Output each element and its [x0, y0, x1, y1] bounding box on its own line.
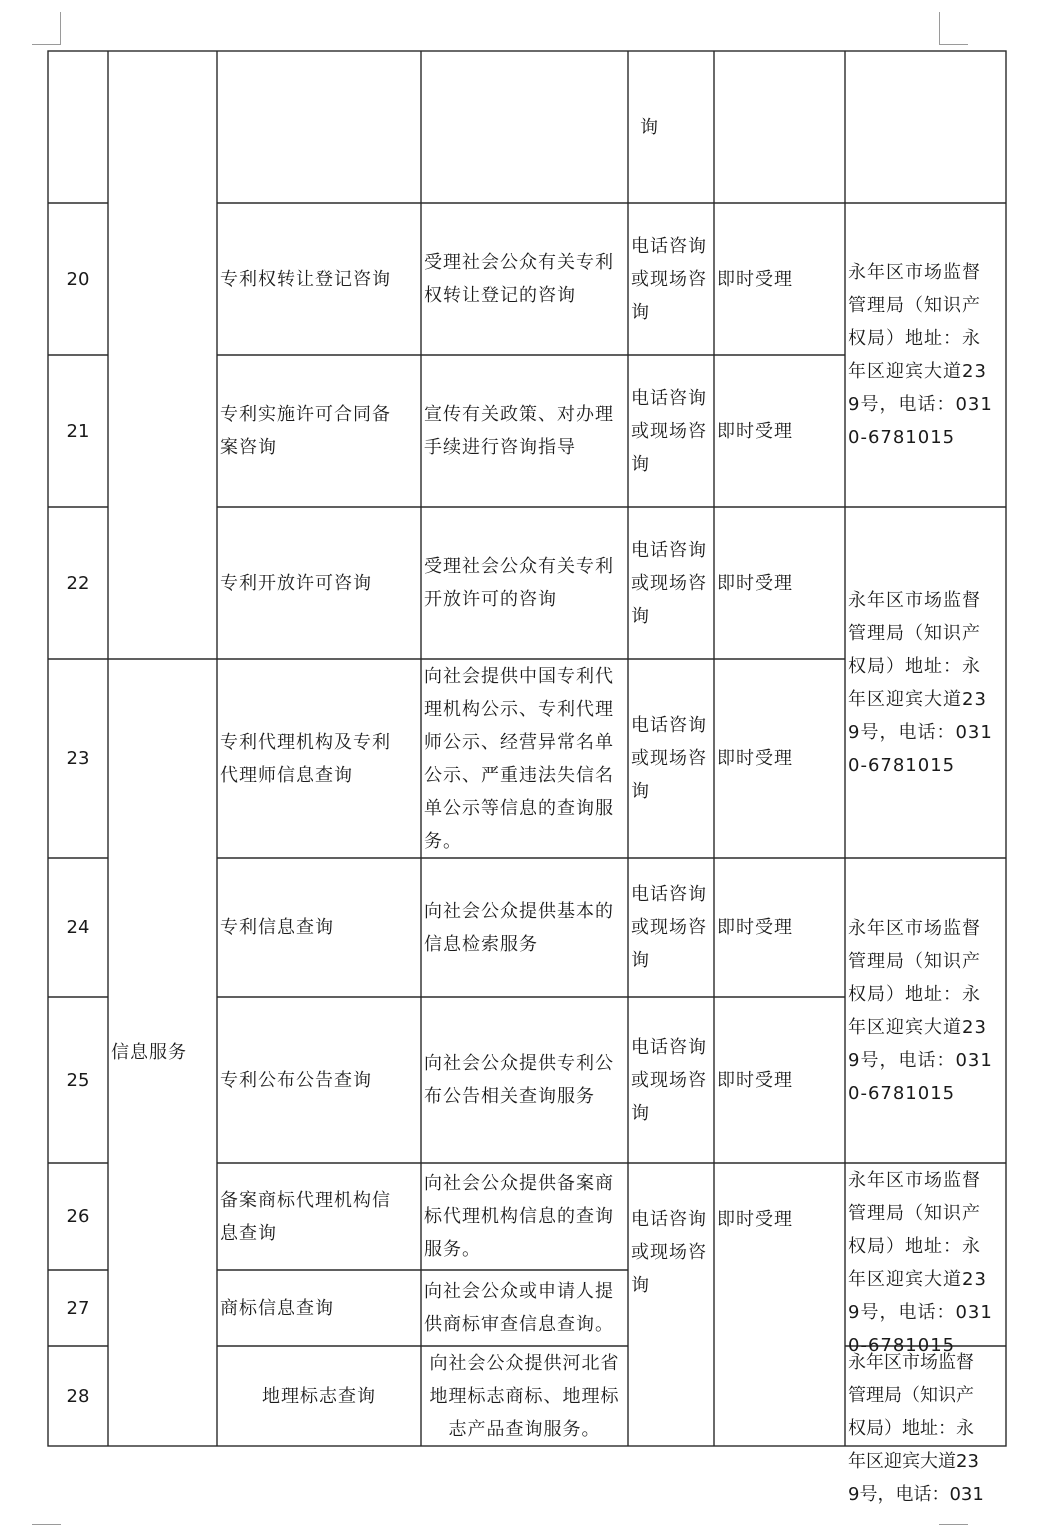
- row-27-item: 商标信息查询: [220, 1297, 334, 1319]
- row-20-content: 受理社会公众有关专利 权转让登记的咨询: [424, 252, 614, 306]
- row-24-number: 24: [66, 917, 90, 938]
- contact-block-3: 永年区市场监督 管理局（知识产 权局）地址：永 年区迎宾大道23 9号，电话：031 0-6781015: [848, 917, 993, 1104]
- row-28-content: 向社会公众提供河北省 地理标志商标、地理标 志产品查询服务。: [429, 1352, 620, 1440]
- row-28-item: 地理标志查询: [262, 1385, 376, 1407]
- row-25-content: 向社会公众提供专利公 布公告相关查询服务: [424, 1053, 614, 1107]
- row-23-method: 电话咨询 或现场咨 询: [631, 715, 707, 802]
- row-24-content: 向社会公众提供基本的 信息检索服务: [424, 900, 614, 955]
- contact-block-1: 永年区市场监督 管理局（知识产 权局）地址：永 年区迎宾大道23 9号，电话：031 0-6781015: [848, 262, 993, 448]
- category-cell: 信息服务: [111, 1042, 187, 1063]
- method-text: 询: [640, 116, 659, 138]
- row-22-number: 22: [66, 572, 90, 594]
- row-21-content: 宣传有关政策、对办理 手续进行咨询指导: [424, 404, 614, 458]
- row-21-time: 即时受理: [717, 420, 793, 442]
- row-22-item: 专利开放许可咨询: [220, 572, 372, 594]
- row-24-method: 电话咨询 或现场咨 询: [631, 884, 707, 971]
- row-23-number: 23: [66, 748, 90, 769]
- row-21-method: 电话咨询 或现场咨 询: [631, 387, 707, 475]
- row-25-item: 专利公布公告查询: [220, 1069, 372, 1091]
- row-22-time: 即时受理: [717, 572, 793, 594]
- contact-block-2: 永年区市场监督 管理局（知识产 权局）地址：永 年区迎宾大道23 9号，电话：031 0-6781015: [848, 589, 993, 776]
- row-26-content: 向社会公众提供备案商 标代理机构信息的查询 服务。: [424, 1173, 614, 1260]
- row-22-content: 受理社会公众有关专利 开放许可的咨询: [424, 556, 614, 610]
- row-27-content: 向社会公众或申请人提 供商标审查信息查询。: [424, 1281, 614, 1335]
- row-26-item: 备案商标代理机构信 息查询: [220, 1189, 391, 1244]
- row-20-method: 电话咨询 或现场咨 询: [631, 235, 707, 323]
- row-25-method: 电话咨询 或现场咨 询: [631, 1036, 707, 1124]
- row-0-method: [628, 51, 714, 203]
- row-24-item: 专利信息查询: [220, 917, 334, 938]
- row-20-number: 20: [66, 268, 90, 290]
- row-21-number: 21: [66, 420, 90, 442]
- row-23-time: 即时受理: [717, 748, 793, 769]
- row-25-number: 25: [66, 1069, 90, 1091]
- row-23-content: 向社会提供中国专利代 理机构公示、专利代理 师公示、经营异常名单 公示、严重违法失信名 单公示等信息的查询服 务。: [424, 665, 614, 852]
- rows-26-28-method: 电话咨询 或现场咨 询: [631, 1209, 707, 1296]
- row-27-number: 27: [66, 1297, 90, 1319]
- row-22-method: 电话咨询 或现场咨 询: [631, 539, 707, 627]
- row-26-number: 26: [66, 1206, 90, 1227]
- contact-block-4: 永年区市场监督 管理局（知识产 权局）地址：永 年区迎宾大道23 9号，电话：031 0-6781015: [848, 1170, 993, 1356]
- row-28-number: 28: [66, 1385, 90, 1407]
- contact-block-5: 永年区市场监督 管理局（知识产 权局）地址：永 年区迎宾大道23 9号，电话：031: [848, 1352, 984, 1505]
- row-24-time: 即时受理: [717, 917, 793, 938]
- row-21-item: 专利实施许可合同备 案咨询: [220, 404, 391, 458]
- row-25-time: 即时受理: [717, 1069, 793, 1091]
- row-20-time: 即时受理: [717, 268, 793, 290]
- rows-26-28-time: 即时受理: [717, 1209, 793, 1230]
- row-20-item: 专利权转让登记咨询: [220, 268, 391, 290]
- row-23-item: 专利代理机构及专利 代理师信息查询: [220, 731, 391, 786]
